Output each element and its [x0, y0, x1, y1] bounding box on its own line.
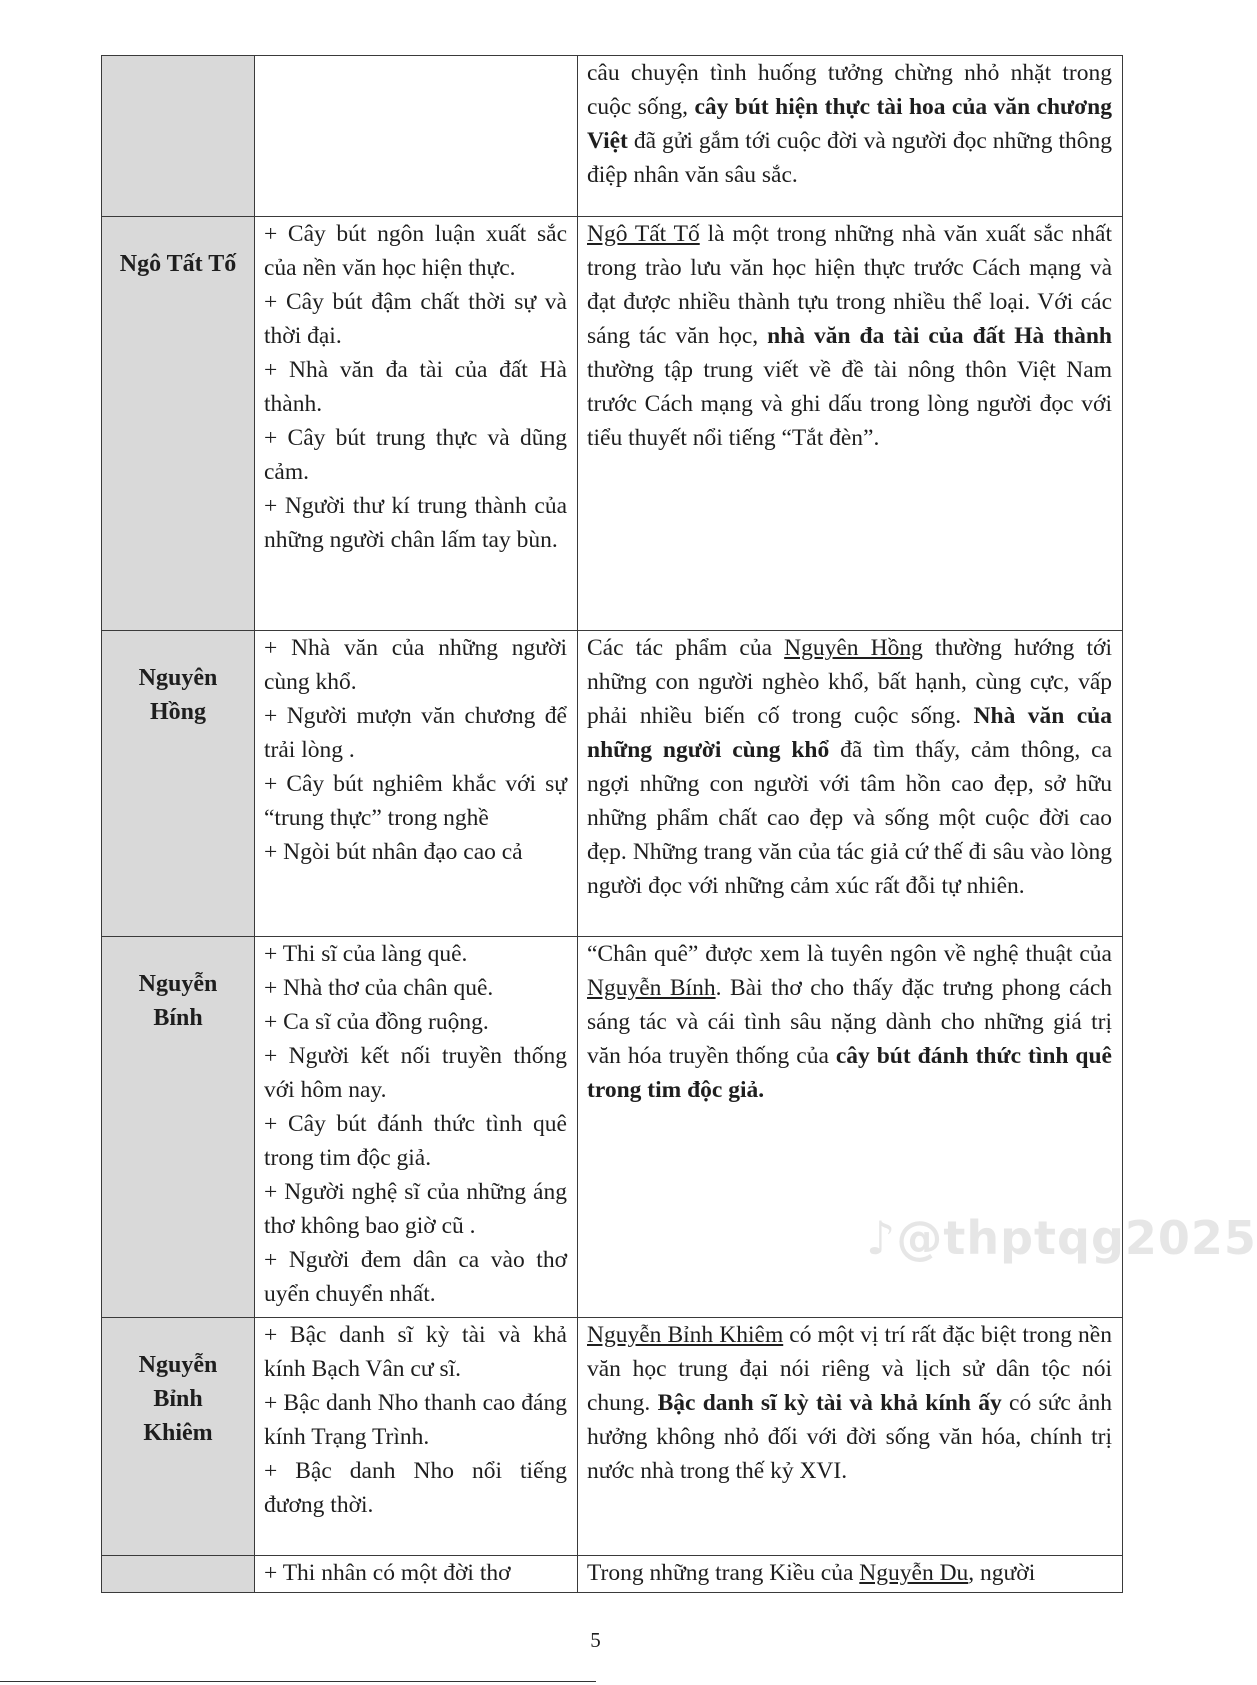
divider: [0, 1681, 596, 1682]
author-name-cell: [102, 56, 255, 217]
epithets-cell: [255, 217, 578, 631]
author-name-link: Nguyễn Du: [859, 1560, 969, 1586]
epithet-item: + Người thư kí trung thành của những người chân lấm tay bùn.: [264, 493, 567, 553]
description-text: [578, 1318, 1122, 1488]
text-run: đã gửi gắm tới cuộc đời và người đọc những thông điệp nhân văn sâu sắc.: [587, 128, 1112, 188]
author-name-cell: [102, 937, 255, 1318]
epithet-list: [255, 937, 577, 1311]
page-number: 5: [590, 1628, 601, 1652]
text-run: thường tập trung viết về đề tài nông thôn Việt Nam trước Cách mạng và ghi dấu trong lòng người đọc với tiểu thuyết nổi tiếng “Tắt đèn”.: [587, 357, 1112, 451]
epithet-list: [255, 217, 577, 557]
author-name: Nguyễn Bỉnh Khiêm: [138, 1352, 218, 1446]
epithet-item: + Nhà văn đa tài của đất Hà thành.: [264, 357, 567, 417]
author-name-link: Nguyễn Bỉnh Khiêm: [587, 1322, 784, 1348]
epithet-list: [255, 1318, 577, 1522]
epithets-cell: [255, 631, 578, 937]
epithet-item: + Người nghệ sĩ của những áng thơ không bao giờ cũ .: [264, 1179, 567, 1239]
author-name: [102, 56, 254, 86]
text-run: đã tìm thấy, cảm thông, ca ngợi những con người với tâm hồn cao đẹp, sở hữu những phẩm chất cao đẹp và sống một cuộc đời cao đẹp. Những trang văn của tác giả cứ thế đi sâu vào lòng người đọc với những cảm xúc rất đỗi tự nhiên.: [587, 737, 1113, 899]
author-name-link: Nguyễn Bính: [587, 975, 716, 1001]
epithet-item: + Ngòi bút nhân đạo cao cả: [264, 839, 523, 865]
author-name-cell: [102, 1318, 255, 1556]
author-name: Ngô Tất Tố: [119, 251, 237, 277]
author-name-link: Ngô Tất Tố: [587, 221, 700, 247]
text-run: , người: [968, 1560, 1036, 1586]
bold-phrase: cây bút hiện thực tài hoa của văn chương Việt: [587, 94, 1112, 154]
watermark: ♪@thptqg2025: [866, 1211, 1257, 1265]
epithet-item: + Bậc danh Nho thanh cao đáng kính Trạng Trình.: [264, 1390, 567, 1450]
epithet-item: + Thi sĩ của làng quê.: [264, 941, 468, 967]
epithet-item: + Người kết nối truyền thống với hôm nay.: [264, 1043, 567, 1103]
description-cell: [578, 631, 1123, 937]
text-run: có một vị trí rất đặc biệt trong nền văn học trung đại nói riêng và lịch sử dân tộc nói chung.: [587, 1322, 1112, 1416]
epithet-item: + Ca sĩ của đồng ruộng.: [264, 1009, 489, 1035]
author-name: Nguyên Hồng: [138, 665, 218, 725]
table-row: [102, 631, 1123, 937]
table-row: [102, 1556, 1123, 1593]
bold-phrase: cây bút đánh thức tình quê trong tim độc giả.: [587, 1043, 1112, 1103]
description-text: [578, 217, 1122, 455]
description-text: [578, 631, 1122, 903]
epithets-cell: [255, 1318, 578, 1556]
author-name-cell: [102, 1556, 255, 1593]
author-name-cell: [102, 631, 255, 937]
author-name: Nguyễn Bính: [138, 971, 218, 1031]
epithet-list: [255, 1556, 577, 1590]
table-row: [102, 217, 1123, 631]
description-cell: [578, 1556, 1123, 1593]
epithet-item: + Nhà văn của những người cùng khổ.: [264, 635, 567, 695]
epithet-item: + Cây bút trung thực và dũng cảm.: [264, 425, 567, 485]
epithets-cell: [255, 1556, 578, 1593]
author-name-link: Nguyên Hồng: [784, 635, 923, 661]
text-run: Trong những trang Kiều của: [587, 1560, 860, 1586]
text-run: có sức ảnh hưởng không nhỏ đối với đời sống văn hóa, chính trị nước nhà trong thế kỷ XVI.: [587, 1390, 1112, 1484]
description-cell: [578, 56, 1123, 217]
text-run: . Bài thơ cho thấy đặc trưng phong cách sáng tác và cái tình sâu nặng dành cho những giá trị văn hóa truyền thống của: [587, 975, 1112, 1069]
text-run: câu chuyện tình huống tưởng chừng nhỏ nhặt trong cuộc sống,: [587, 60, 1112, 120]
description-text: [578, 1556, 1122, 1590]
text-run: là một trong những nhà văn xuất sắc nhất trong trào lưu văn học hiện thực trước Cách mạng và đạt được nhiều thành tựu trong nhiều thể loại. Với các sáng tác văn học,: [587, 221, 1112, 349]
bold-phrase: Bậc danh sĩ kỳ tài và khả kính ấy: [657, 1390, 1002, 1416]
description-cell: [578, 1318, 1123, 1556]
bold-phrase: Nhà văn của những người cùng khổ: [587, 703, 1112, 763]
epithets-cell: [255, 937, 578, 1318]
description-cell: [578, 217, 1123, 631]
description-text: [578, 56, 1122, 192]
text-run: Các tác phẩm của: [587, 635, 785, 661]
epithets-cell: [255, 56, 578, 217]
epithet-item: + Bậc danh sĩ kỳ tài và khả kính Bạch Vân cư sĩ.: [264, 1322, 567, 1382]
author-name: [102, 1556, 254, 1586]
epithet-item: + Nhà thơ của chân quê.: [264, 975, 494, 1001]
epithet-item: + Bậc danh Nho nổi tiếng đương thời.: [264, 1458, 567, 1518]
table-row: [102, 1318, 1123, 1556]
author-table: [101, 55, 1123, 1593]
epithet-item: + Cây bút ngôn luận xuất sắc của nền văn học hiện thực.: [264, 221, 567, 281]
text-run: thường hướng tới những con người nghèo khổ, bất hạnh, cùng cực, vấp phải nhiều biến cố trong cuộc sống.: [587, 635, 1113, 729]
table-row: [102, 56, 1123, 217]
epithet-item: + Cây bút nghiêm khắc với sự “trung thực” trong nghề: [264, 771, 567, 831]
description-text: [578, 937, 1122, 1107]
text-run: “Chân quê” được xem là tuyên ngôn về nghệ thuật của: [587, 941, 1112, 967]
epithet-item: + Người đem dân ca vào thơ uyển chuyển nhất.: [264, 1247, 567, 1307]
epithet-item: + Thi nhân có một đời thơ: [264, 1560, 511, 1586]
epithet-item: + Cây bút đậm chất thời sự và thời đại.: [264, 289, 567, 349]
bold-phrase: nhà văn đa tài của đất Hà thành: [767, 323, 1112, 349]
author-name-cell: [102, 217, 255, 631]
epithet-item: + Người mượn văn chương để trải lòng .: [264, 703, 567, 763]
epithet-item: + Cây bút đánh thức tình quê trong tim độc giả.: [264, 1111, 567, 1171]
epithet-list: [255, 631, 577, 869]
